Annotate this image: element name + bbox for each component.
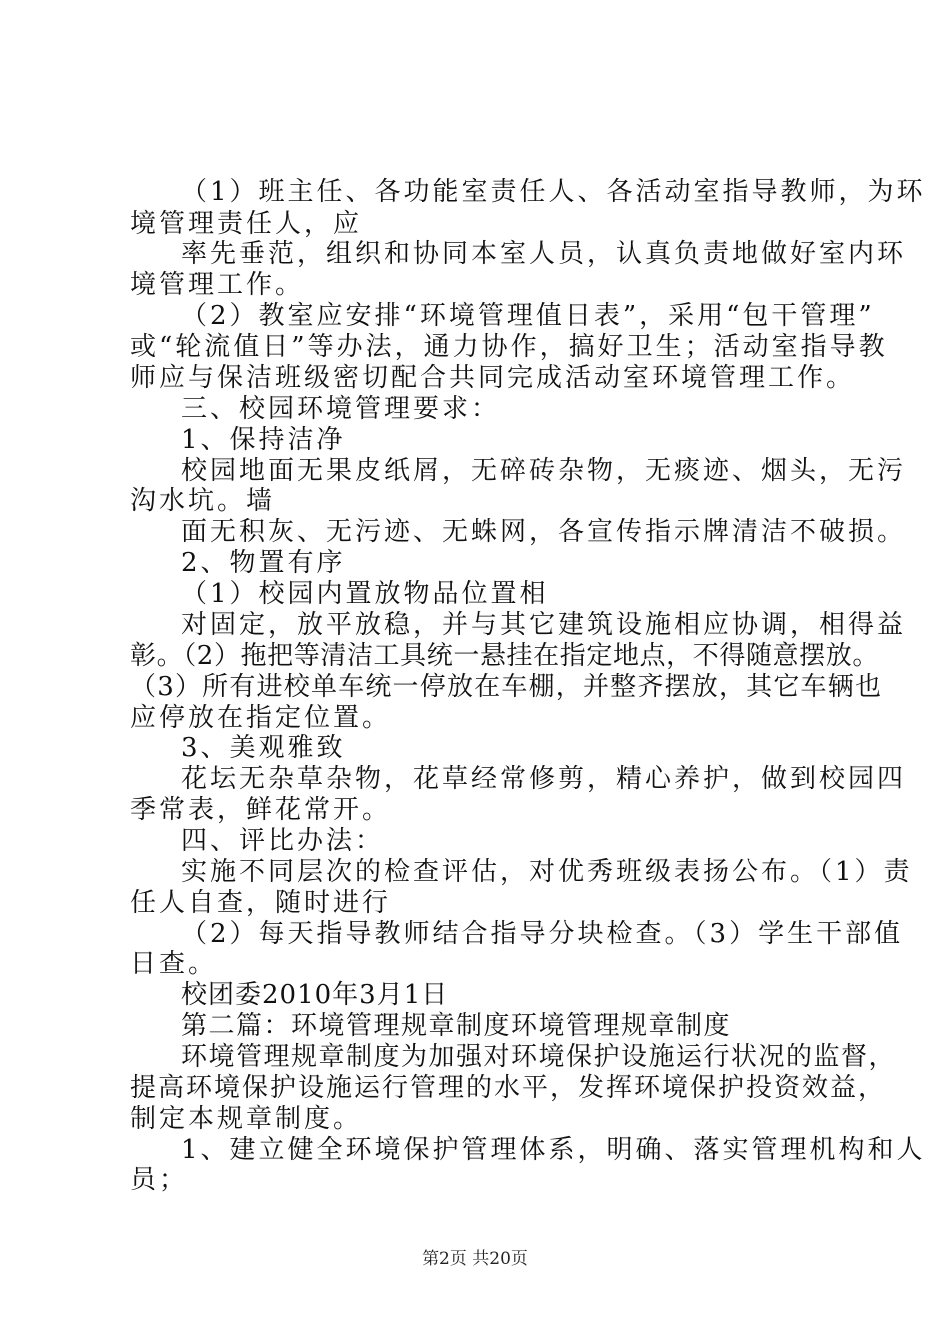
text-line: 境管理责任人，应 <box>130 209 363 239</box>
section-heading: 四、评比办法： <box>181 826 385 856</box>
text-line: 率先垂范，组织和协同本室人员，认真负责地做好室内环 <box>181 239 907 269</box>
subsection-heading: 2、物置有序 <box>181 548 346 578</box>
text-line: 面无积灰、无污迹、无蛛网，各宣传指示牌清洁不破损。 <box>181 517 907 547</box>
subsection-heading: 3、美观雅致 <box>181 733 346 763</box>
text-line: 制定本规章制度。 <box>130 1104 363 1134</box>
text-line: 沟水坑。墙 <box>130 486 276 516</box>
section-heading: 三、校园环境管理要求： <box>181 394 501 424</box>
text-line: 应停放在指定位置。 <box>130 703 392 733</box>
text-line: 彰。（2）拖把等清洁工具统一悬挂在指定地点，不得随意摆放。 <box>130 641 879 671</box>
chapter-heading: 第二篇：环境管理规章制度环境管理规章制度 <box>181 1011 732 1041</box>
text-line: （1）班主任、各功能室责任人、各活动室指导教师，为环 <box>181 177 926 207</box>
text-line: 提高环境保护设施运行管理的水平，发挥环境保护投资效益， <box>130 1073 887 1103</box>
text-line: （3）所有进校单车统一停放在车棚，并整齐摆放，其它车辆也 <box>130 672 883 702</box>
page-footer: 第2页 共20页 <box>422 1249 528 1269</box>
text-line: 日查。 <box>130 949 218 979</box>
text-line: 实施不同层次的检查评估，对优秀班级表扬公布。（1）责 <box>181 857 913 887</box>
text-line: 校园地面无果皮纸屑，无碎砖杂物，无痰迹、烟头，无污 <box>181 456 907 486</box>
text-line: （2）每天指导教师结合指导分块检查。（3）学生干部值 <box>181 919 904 949</box>
signature-date: 校团委2010年3月1日 <box>181 980 449 1010</box>
text-line: 1、建立健全环境保护管理体系，明确、落实管理机构和人 <box>181 1135 926 1165</box>
text-line: 境管理工作。 <box>130 270 305 300</box>
text-line: （2）教室应安排“环境管理值日表”，采用“包干管理” <box>181 301 875 331</box>
text-line: 师应与保洁班级密切配合共同完成活动室环境管理工作。 <box>130 363 856 393</box>
text-line: 季常表，鲜花常开。 <box>130 795 392 825</box>
text-line: 环境管理规章制度为加强对环境保护设施运行状况的监督， <box>181 1042 897 1072</box>
text-line: 任人自查，随时进行 <box>130 888 392 918</box>
text-line: （1）校园内置放物品位置相 <box>181 579 549 609</box>
text-line: 花坛无杂草杂物，花草经常修剪，精心养护，做到校园四 <box>181 764 907 794</box>
text-line: 或“轮流值日”等办法，通力协作，搞好卫生；活动室指导教 <box>130 332 888 362</box>
text-line: 员； <box>130 1165 189 1195</box>
text-line: 对固定，放平放稳，并与其它建筑设施相应协调，相得益 <box>181 610 907 640</box>
subsection-heading: 1、保持洁净 <box>181 425 346 455</box>
